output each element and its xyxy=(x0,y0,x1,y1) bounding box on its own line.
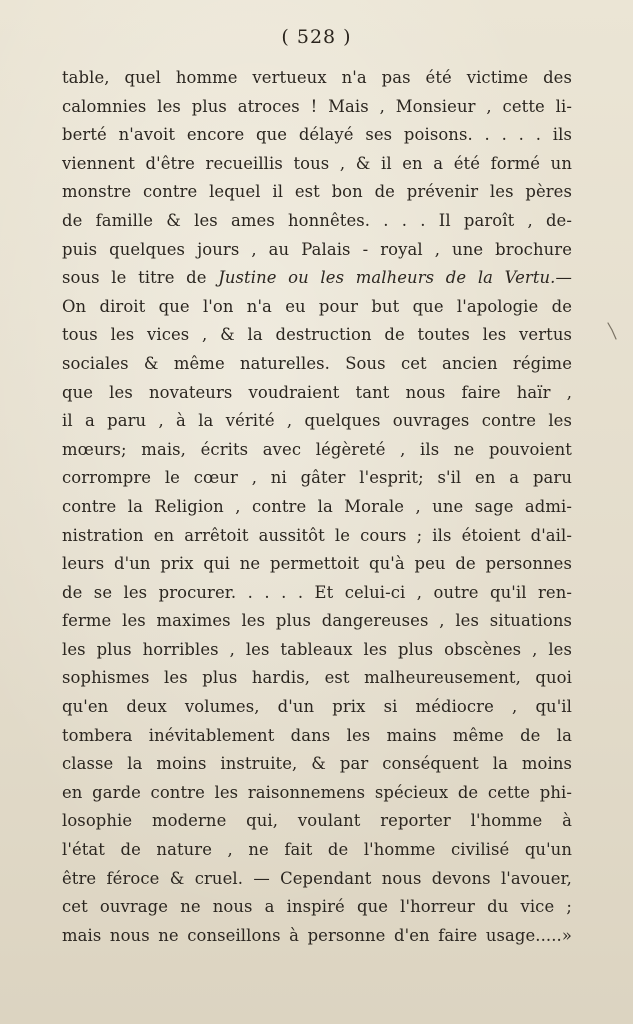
text-line: qu'en deux volumes, d'un prix si médiocre , qu'il xyxy=(62,697,572,717)
text-line: mais nous ne conseillons à personne d'en faire usage.....» xyxy=(62,925,572,945)
text-line: tombera inévitablement dans les mains même de la xyxy=(62,725,572,745)
text-line: On diroit que l'on n'a eu pour but que l'apologie de xyxy=(62,296,572,316)
text-line: sociales & même naturelles. Sous cet ancien régime xyxy=(62,353,572,373)
text-line: en garde contre les raisonnemens spécieux de cette phi- xyxy=(62,782,572,802)
text-line: leurs d'un prix qui ne permettoit qu'à peu de personnes xyxy=(62,554,572,574)
text-line: monstre contre lequel il est bon de prévenir les pères xyxy=(62,182,572,202)
body-text xyxy=(62,64,572,950)
text-line: nistration en arrêtoit aussitôt le cours ; ils étoient d'ail- xyxy=(62,525,572,545)
text-line: l'état de nature , ne fait de l'homme civilisé qu'un xyxy=(62,840,572,860)
text-line: les plus horribles , les tableaux les plus obscènes , les xyxy=(62,639,572,659)
text-line: être féroce & cruel. — Cependant nous devons l'avouer, xyxy=(62,868,572,888)
text-line: losophie moderne qui, voulant reporter l'homme à xyxy=(62,811,572,831)
text-line: mœurs; mais, écrits avec légèreté , ils ne pouvoient xyxy=(62,439,572,459)
text-line: cet ouvrage ne nous a inspiré que l'horreur du vice ; xyxy=(62,897,572,917)
text-line: sophismes les plus hardis, est malheureusement, quoi xyxy=(62,668,572,688)
text-line-with-title: sous le titre de Justine ou les malheurs de la Vertu.— xyxy=(62,268,572,288)
text-line: il a paru , à la vérité , quelques ouvrages contre les xyxy=(62,411,572,431)
text-line: de se les procurer. . . . . Et celui-ci , outre qu'il ren- xyxy=(62,582,572,602)
page-number: ( 528 ) xyxy=(281,26,352,48)
text-line: viennent d'être recueillis tous , & il en a été formé un xyxy=(62,153,572,173)
text-line: puis quelques jours , au Palais - royal , une brochure xyxy=(62,239,572,259)
margin-pencil-mark xyxy=(607,322,617,340)
text-line: contre la Religion , contre la Morale , une sage admi- xyxy=(62,496,572,516)
text-line: classe la moins instruite, & par conséquent la moins xyxy=(62,754,572,774)
text-line: corrompre le cœur , ni gâter l'esprit; s'il en a paru xyxy=(62,468,572,488)
text-line: tous les vices , & la destruction de toutes les vertus xyxy=(62,325,572,345)
text-line: calomnies les plus atroces ! Mais , Monsieur , cette li- xyxy=(62,96,572,116)
text-line: que les novateurs voudraient tant nous faire haïr , xyxy=(62,382,572,402)
text-line: table, quel homme vertueux n'a pas été victime des xyxy=(62,68,572,87)
text-line: ferme les maximes les plus dangereuses , les situations xyxy=(62,611,572,631)
book-title-italic: Justine ou les malheurs de la Vertu. xyxy=(218,268,556,288)
text-line: de famille & les ames honnêtes. . . . Il paroît , de- xyxy=(62,210,572,230)
text-line: berté n'avoit encore que délayé ses poisons. . . . . ils xyxy=(62,125,572,145)
